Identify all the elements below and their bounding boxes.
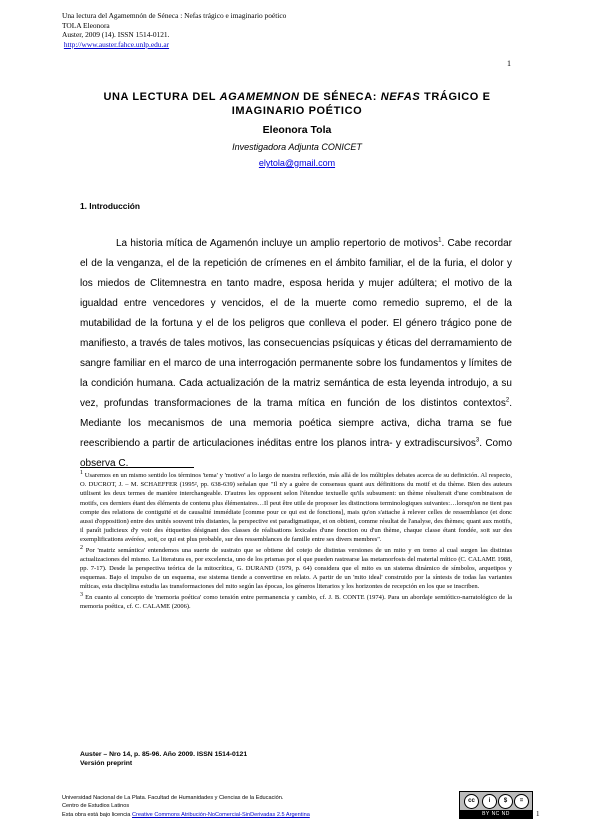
body-text <box>80 234 512 474</box>
footer-center: Centro de Estudios Latinos <box>62 803 130 810</box>
footnote-ref-3[interactable]: 3 <box>475 437 480 444</box>
footer-license: Esta obra está bajo licencia Creative Commons Atribución-NoComercial-SinDerivadas 2.5 Argentina <box>62 811 310 818</box>
version-label: Versión preprint <box>80 760 133 767</box>
citation-block <box>80 750 247 768</box>
footnote-ref-2[interactable]: 2 <box>505 397 510 404</box>
journal-url-link[interactable]: http://www.auster.fahce.unlp.edu.ar <box>63 39 170 49</box>
footnote-3: $^3$ En cuanto al concepto de 'memoria poética' como tensión entre permanencia y cambio, cf. J. B. CONTE (1974). Para un abordaje semiótico-narratológico de la memoria poética, cf. C. CALAME (2006). <box>80 591 513 610</box>
cc-license-badge[interactable] <box>459 791 533 819</box>
running-header-title: Una lectura del Agamemnón de Séneca : Nefas trágico e imaginario poético <box>62 11 287 20</box>
noderivatives-icon: = <box>514 794 529 809</box>
body-paragraph: La historia mítica de Agamenón incluye un amplio repertorio de motivos$^1$. Cabe recordar el de la venganza, el de la repetición de crímenes en el ámbito familiar, el de la furia, el dolor y los miedos de Clitemnestra en tanto madre, esposa herida y mujer adúltera; el motivo de la igualdad entre vencedores y vencidos, el de la muerte como remedio supremo, el de la mutabilidad de la fortuna y el de los peligros que conlleva el poder. El género trágico pone de manifiesto, a través de tales motivos, las consecuencias psíquicas y éticas del derramamiento de sangre familiar en el marco de una interrogación permanente sobre los fundamentos y límites de la condición humana. Cada actualización de la matriz semántica de esta leyenda introdujo, a su vez, profundas transformaciones de la trama mítica en función de los distintos contextos$^2$. Mediante los mecanismos de una memoria poética siempre activa, dicha trama se fue reescribiendo a partir de articulaciones inéditas entre los planos intra- y extradiscursivos$^3$. Como observa C. <box>80 237 512 469</box>
author-email-link[interactable]: elytola@gmail.com <box>258 158 336 168</box>
footnote-2: $^2$ Por 'matriz semántica' entendemos una suerte de sustrato que se obtiene del cotejo de distintas versiones de un mito y en torno al cual surgen las distintas actualizaciones del mismo. La literatura es, por excelencia, uno de los prismas por el que pueden rastrearse las metamorfosis del material mítico (C. CALAME 1988, pp. 7-17). Desde la perspectiva teórica de la mitocrítica, G. DURAND (1979, p. 64) considera que el mito es un sistema dinámico de símbolos, arquetipos y esquemas. Bajo el impulso de un esquema, ese sistema tiende a convertirse en relato. A partir de un 'mito ideal' construido por la síntesis de todas las variantes míticas, esta disciplina estudia las transformaciones del mito según las épocas, los géneros literarios y los horizontes de recepción en los que se inscriben. <box>80 544 512 591</box>
citation-line: Auster – Nro 14, p. 85-96. Año 2009. ISSN 1514-0121 <box>80 751 248 758</box>
author-name: Eleonora Tola <box>262 124 332 136</box>
page-number: 1 <box>507 59 511 68</box>
running-header-author: TOLA Eleonora <box>62 20 110 30</box>
article-title-line1: UNA LECTURA DEL AGAMEMNON DE SÉNECA: NEFAS TRÁGICO E <box>103 91 491 103</box>
author-affiliation: Investigadora Adjunta CONICET <box>232 142 362 152</box>
page-number-footer: 1 <box>536 810 540 818</box>
footnote-1: $^1$ Usaremos en un mismo sentido los términos 'tema' y 'motivo' a lo largo de nuestra reflexión, más allá de los múltiples debates acerca de su definición. Al respecto, O. DUCROT, J. – M. SCHAEFFER (1995², pp. 638-639) señalan que "Il n'y a guère de consensus quant aux définitions du motif et du thème. Bien des auteurs utilisent les deux termes de manière interchangeable. D'autres les opposent selon l'étendue textuelle qu'ils subsument: un thème résulterait d'une combinaison de motifs, ces derniers étant des éléments de contenu plus élémentaires…Il peut être utile de proposer les distinctions terminologiques suivantes:…lorsqu'on ne tient pas compte des relations de contiguïté et de causalité immédiate [comme pour ce qui est de fonctions], mais qu'on s'attache à relever celles de ressemblance (et donc aussi d'opposition) entre des unités souvent très distantes, la perspective est paradigmatique, et on obtient, comme résultat de l'analyse, des thèmes; quant aux motifs, il paraît judicieux d'y voir des étiquettes désignant des classes de réalisations lexicales d'une fonction ou d'un thème, chaque classe étant fondée, soit sur des exemplifications avérées, soit, ce qui est plus probable, sur des ressemblances de famille entre ses divers membres". <box>80 469 513 544</box>
page-footer <box>62 794 462 819</box>
cc-icon: cc <box>464 794 479 809</box>
footnotes <box>80 471 512 612</box>
section-heading: 1. Introducción <box>80 201 141 211</box>
license-link[interactable]: Creative Commons Atribución-NoComercial-SinDerivadas 2.5 Argentina <box>131 811 310 818</box>
noncommercial-icon: $ <box>498 794 513 809</box>
footnote-separator <box>80 467 194 468</box>
footer-university: Universidad Nacional de La Plata. Facultad de Humanidades y Ciencias de la Educación. <box>62 795 284 801</box>
title-block <box>62 90 532 171</box>
running-header-issn: Auster, 2009 (14). ISSN 1514-0121. <box>62 30 170 39</box>
footnote-ref-1[interactable]: 1 <box>438 237 442 244</box>
running-header <box>62 11 532 49</box>
cc-badge-label: BY NC ND <box>460 810 532 818</box>
article-title-line2: IMAGINARIO POÉTICO <box>231 105 363 117</box>
attribution-icon: i <box>482 794 497 809</box>
